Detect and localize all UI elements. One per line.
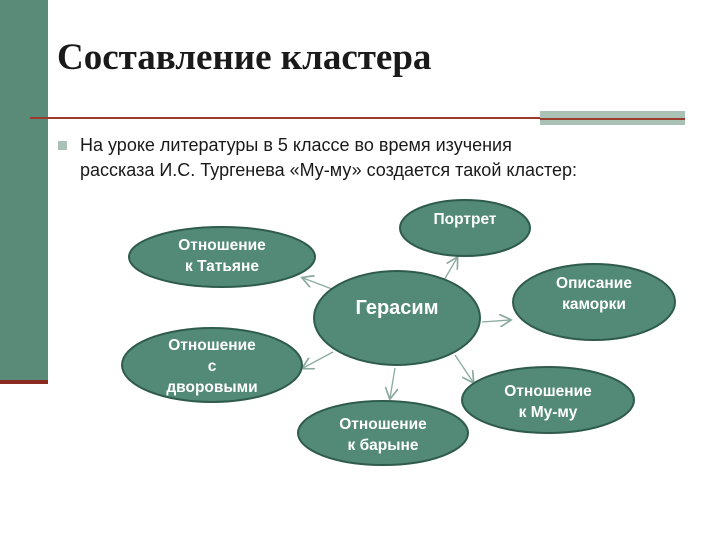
node-dvorovye-line-2: с [207, 358, 217, 375]
bullet-text-line-1: На уроке литературы в 5 классе во время изучения [80, 135, 512, 155]
node-baryne-label [298, 414, 468, 456]
connector-mumu [455, 355, 473, 382]
connector-dvorovye [303, 352, 333, 368]
node-kamorka-label [514, 273, 674, 315]
node-center-label [314, 295, 480, 321]
node-tatiana-label [130, 235, 314, 277]
node-dvorovye-line-1: Отношение [168, 337, 256, 354]
node-tatiana-line-1: Отношение [178, 237, 266, 254]
connector-baryne [390, 368, 395, 398]
connector-tatiana [303, 278, 332, 289]
node-tatiana-line-2: к Татьяне [185, 258, 259, 275]
node-mumu-line-1: Отношение [504, 383, 592, 400]
node-center-text: Герасим [355, 297, 439, 319]
node-dvorovye-line-3: дворовыми [166, 379, 258, 396]
node-baryne-line-1: Отношение [339, 416, 427, 433]
node-portrait-line-1: Портрет [433, 211, 497, 228]
node-mumu-label [462, 381, 634, 423]
node-kamorka-line-1: Описание [556, 275, 632, 292]
bullet-text-line-2: рассказа И.С. Тургенева «Му-му» создается такой кластер: [80, 160, 578, 180]
node-mumu-line-2: к Му-му [518, 404, 578, 421]
connector-kamorka [482, 320, 510, 322]
slide-title: Составление кластера [57, 37, 432, 78]
node-kamorka-line-2: каморки [562, 296, 626, 313]
node-portrait-label [400, 209, 530, 230]
node-baryne-line-2: к барыне [347, 437, 419, 454]
node-dvorovye-label [122, 335, 302, 398]
